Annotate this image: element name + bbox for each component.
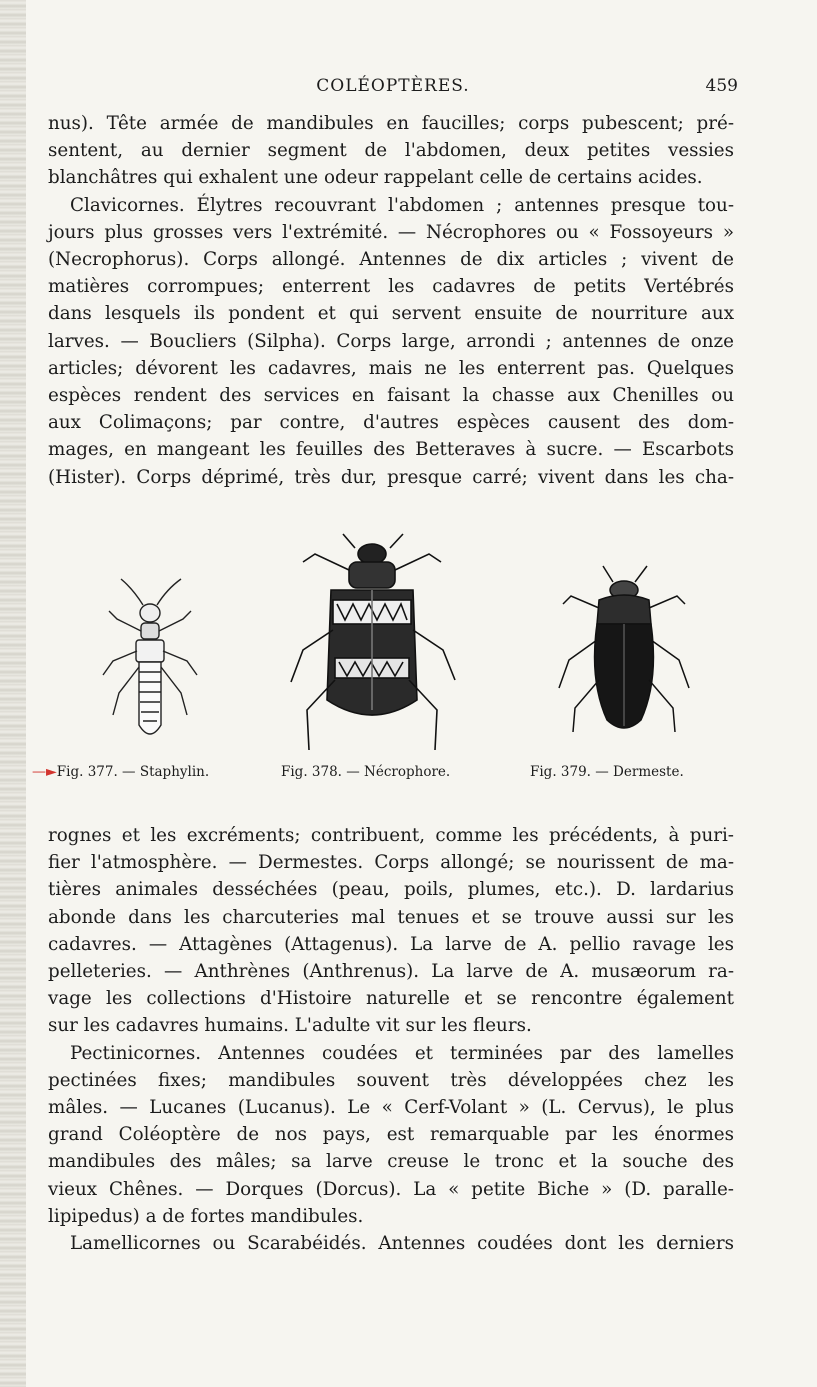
- text-line: espèces rendent des services en faisant la chasse aux Chenilles ou: [48, 385, 734, 407]
- figure-caption: [530, 764, 684, 780]
- text-line: mages, en mangeant les feuilles des Betteraves à sucre. — Escarbots: [48, 439, 734, 461]
- text-line: dans lesquels ils pondent et qui servent ensuite de nourriture aux: [48, 303, 734, 325]
- figures-row: [0, 520, 817, 790]
- text-line: Pectinicornes. Antennes coudées et terminées par des lamelles: [70, 1042, 734, 1064]
- text-line: articles; dévorent les cadavres, mais ne les enterrent pas. Quelques: [48, 357, 734, 379]
- page-header: [48, 74, 738, 100]
- figure-caption: [32, 764, 209, 780]
- text-line: aux Colimaçons; par contre, d'autres espèces causent des dom-: [48, 412, 734, 434]
- text-line: mandibules des mâles; sa larve creuse le tronc et la souche des: [48, 1151, 734, 1173]
- figure-dermeste: [555, 560, 695, 740]
- text-line: vage les collections d'Histoire naturelle et se rencontre également: [48, 988, 734, 1010]
- text-line: tières animales desséchées (peau, poils, plumes, etc.). D. lardarius: [48, 879, 734, 901]
- text-line: (Necrophorus). Corps allongé. Antennes de dix articles ; vivent de: [48, 249, 734, 271]
- running-title: COLÉOPTÈRES.: [316, 76, 470, 96]
- dermeste-illustration: [555, 560, 695, 740]
- text-line: rognes et les excréments; contribuent, comme les précédents, à puri-: [48, 825, 734, 846]
- text-line: cadavres. — Attagènes (Attagenus). La larve de A. pellio ravage les: [48, 933, 734, 955]
- text-line: lipipedus) a de fortes mandibules.: [48, 1205, 364, 1227]
- text-line: Clavicornes. Élytres recouvrant l'abdomen ; antennes presque tou-: [70, 194, 734, 216]
- caption-dermeste: Fig. 379. — Dermeste.: [530, 764, 684, 780]
- text-line: fier l'atmosphère. — Dermestes. Corps allongé; se nourissent de ma-: [48, 852, 734, 874]
- figure-staphylin: [95, 575, 205, 750]
- text-block-top: [48, 110, 734, 491]
- text-line: mâles. — Lucanes (Lucanus). Le « Cerf-Volant » (L. Cervus), le plus: [48, 1097, 734, 1119]
- text-line: nus). Tête armée de mandibules en faucilles; corps pubescent; pré-: [48, 113, 734, 134]
- staphylin-illustration: [95, 575, 205, 750]
- text-line: matières corrompues; enterrent les cadavres de petits Vertébrés: [48, 276, 734, 298]
- necrophore-illustration: [285, 530, 460, 755]
- text-line: larves. — Boucliers (Silpha). Corps large, arrondi ; antennes de onze: [48, 330, 734, 352]
- text-line: pectinées fixes; mandibules souvent très développées chez les: [48, 1069, 734, 1091]
- text-line: Lamellicornes ou Scarabéidés. Antennes coudées dont les derniers: [70, 1233, 734, 1255]
- page-number: 459: [705, 76, 738, 96]
- figure-necrophore: [285, 530, 460, 755]
- text-block-bottom: [48, 822, 734, 1257]
- text-line: blanchâtres qui exhalent une odeur rappelant celle de certains acides.: [48, 167, 703, 189]
- arrow-marker-icon: —►: [32, 764, 57, 780]
- text-line: abonde dans les charcuteries mal tenues et se trouve aussi sur les: [48, 906, 734, 928]
- text-line: sentent, au dernier segment de l'abdomen, deux petites vessies: [48, 140, 734, 162]
- text-line: grand Coléoptère de nos pays, est remarquable par les énormes: [48, 1124, 734, 1146]
- caption-necrophore: Fig. 378. — Nécrophore.: [281, 764, 451, 780]
- caption-staphylin: Fig. 377. — Staphylin.: [56, 764, 210, 780]
- text-line: jours plus grosses vers l'extrémité. — Nécrophores ou « Fossoyeurs »: [48, 221, 734, 243]
- text-line: sur les cadavres humains. L'adulte vit sur les fleurs.: [48, 1015, 532, 1037]
- text-line: pelleteries. — Anthrènes (Anthrenus). La larve de A. musæorum ra-: [48, 961, 734, 983]
- text-line: vieux Chênes. — Dorques (Dorcus). La « petite Biche » (D. paralle-: [48, 1178, 734, 1200]
- figure-caption: [281, 764, 450, 780]
- text-line: (Hister). Corps déprimé, très dur, presque carré; vivent dans les cha-: [48, 466, 734, 488]
